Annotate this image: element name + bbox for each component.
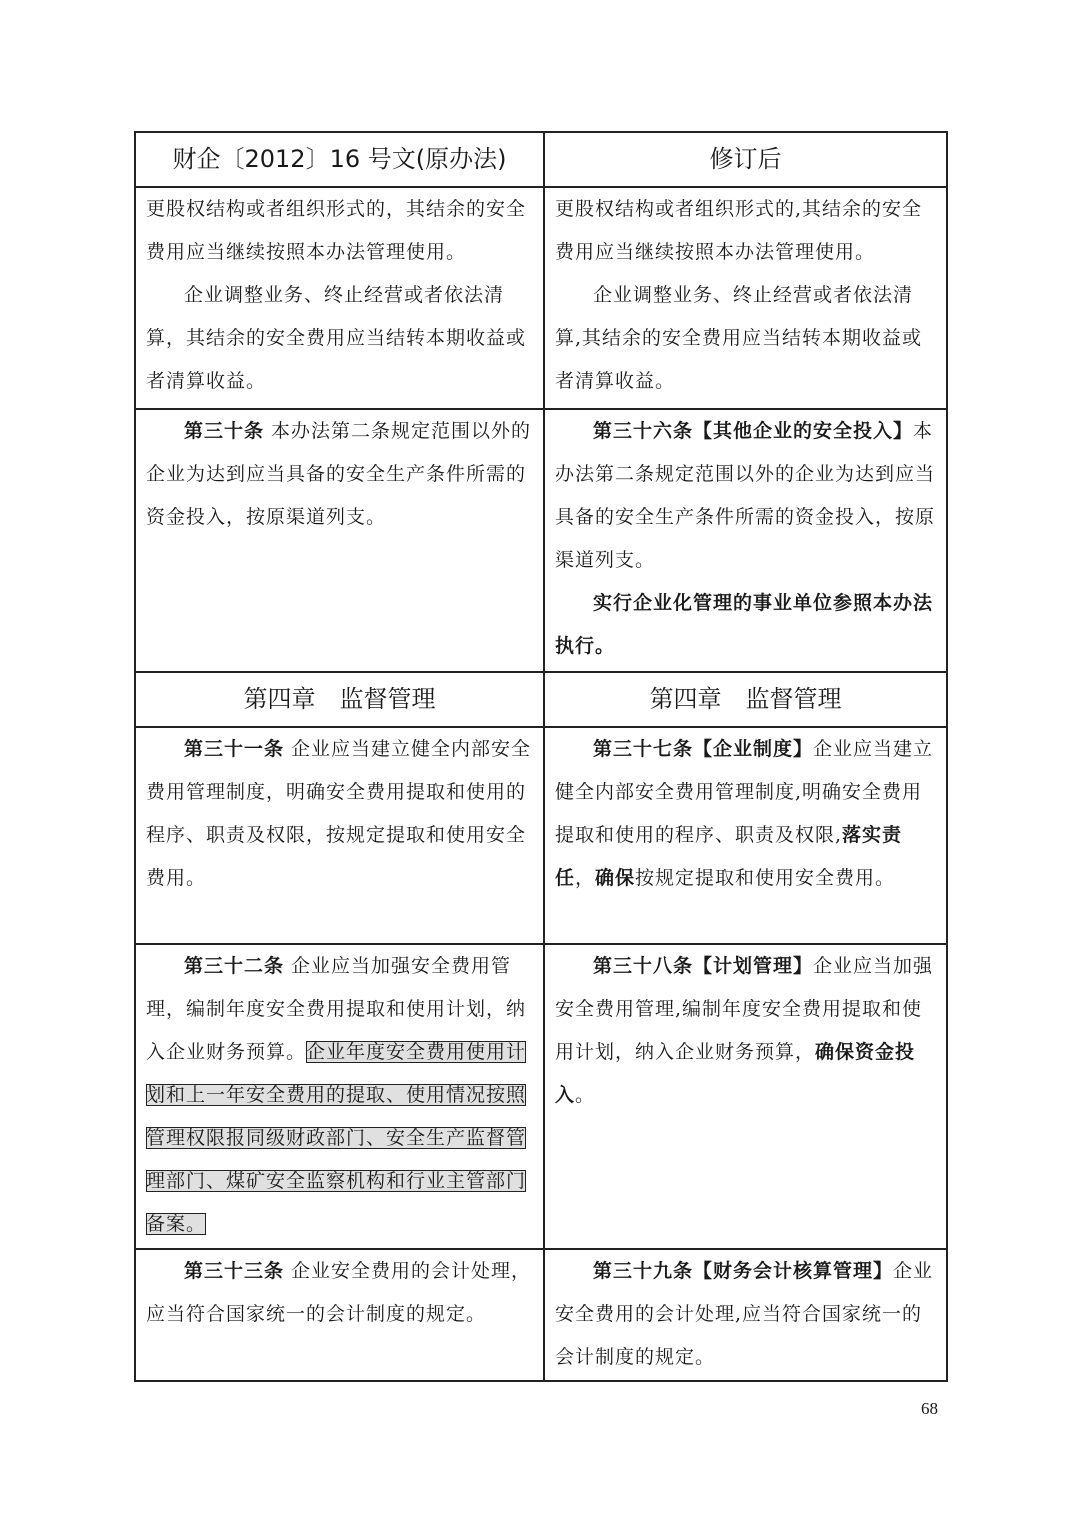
added-paragraph: 实行企业化管理的事业单位参照本办法执行。	[555, 592, 934, 657]
article-text: 企业应当建立健全内部安全费用管理制度,明确安全费用提取和使用的程序、职责及权限,	[555, 738, 934, 846]
header-original: 财企〔2012〕16 号文(原办法)	[135, 132, 544, 187]
article-text: 企业应当加强安全费用管理，编制年度安全费用提取和使用计划，纳入企业财务预算。	[146, 955, 527, 1063]
cell-revised	[544, 1249, 947, 1381]
article-text: ，	[575, 867, 596, 889]
article-text: 本办法第二条规定范围以外的企业为达到应当具备的安全生产条件所需的资金投入，按原渠道列支。	[555, 420, 936, 571]
header-revised: 修订后	[544, 132, 947, 187]
comparison-table	[134, 131, 948, 1382]
article-text: 按规定提取和使用安全费用。	[635, 867, 896, 889]
chapter-title-revised: 第四章 监督管理	[544, 672, 947, 727]
article-38	[555, 945, 936, 1117]
added-text: 确保资金投入	[555, 1041, 916, 1106]
table-row	[135, 409, 947, 672]
cell-original	[135, 944, 544, 1249]
article-32	[146, 945, 533, 1246]
article-text: 企业应当建立健全内部安全费用管理制度，明确安全费用提取和使用的程序、职责及权限，按规定提取和使用安全费用。	[146, 738, 532, 889]
article-text: 企业应当加强安全费用管理,编制年度安全费用提取和使用计划，纳入企业财务预算，	[555, 955, 934, 1063]
added-text: 确保	[595, 867, 636, 889]
table-row	[135, 727, 947, 944]
table-row	[135, 944, 947, 1249]
article-title: 第三十七条【企业制度】	[593, 738, 814, 760]
article-title: 第三十二条	[184, 955, 285, 977]
article-39	[555, 1250, 936, 1379]
chapter-title-original: 第四章 监督管理	[135, 672, 544, 727]
paragraph: 企业调整业务、终止经营或者依法清算，其结余的安全费用应当结转本期收益或者清算收益。	[146, 284, 527, 392]
cell-revised	[544, 727, 947, 944]
article-text: 本办法第二条规定范围以外的企业为达到应当具备的安全生产条件所需的资金投入，按原渠道列支。	[146, 420, 532, 528]
article-36	[555, 410, 936, 582]
cell-original	[135, 409, 544, 672]
article-title: 第三十八条【计划管理】	[593, 955, 814, 977]
article-title: 第三十九条【财务会计核算管理】	[593, 1260, 894, 1282]
cell-revised	[544, 409, 947, 672]
article-title: 第三十六条【其他企业的安全投入】	[593, 420, 914, 442]
paragraph: 更股权结构或者组织形式的，其结余的安全费用应当继续按照本办法管理使用。	[146, 198, 527, 263]
article-title: 第三十条	[184, 420, 265, 442]
table-row	[135, 187, 947, 409]
article-37	[555, 728, 936, 900]
paragraph: 更股权结构或者组织形式的,其结余的安全费用应当继续按照本办法管理使用。	[555, 198, 923, 263]
deleted-text-highlight: 企业年度安全费用使用计划和上一年安全费用的提取、使用情况按照管理权限报同级财政部门、安全生产监督管理部门、煤矿安全监察机构和行业主管部门备案。	[146, 1041, 527, 1235]
added-text: 落实责任	[555, 824, 903, 889]
table-row	[135, 1249, 947, 1381]
cell-revised	[544, 187, 947, 409]
page-number: 68	[921, 1399, 938, 1418]
article-30	[146, 410, 533, 539]
chapter-row	[135, 672, 947, 727]
paragraph: 企业调整业务、终止经营或者依法清算,其结余的安全费用应当结转本期收益或者清算收益。	[555, 284, 923, 392]
article-title: 第三十三条	[184, 1260, 285, 1282]
cell-revised	[544, 944, 947, 1249]
article-33	[146, 1250, 533, 1336]
table-header-row	[135, 132, 947, 187]
article-text: 企业安全费用的会计处理，应当符合国家统一的会计制度的规定。	[146, 1260, 532, 1325]
article-text: 。	[575, 1084, 596, 1106]
article-text: 企业安全费用的会计处理,应当符合国家统一的会计制度的规定。	[555, 1260, 934, 1368]
cell-original	[135, 727, 544, 944]
cell-original	[135, 1249, 544, 1381]
article-31	[146, 728, 533, 900]
cell-original	[135, 187, 544, 409]
article-title: 第三十一条	[184, 738, 285, 760]
